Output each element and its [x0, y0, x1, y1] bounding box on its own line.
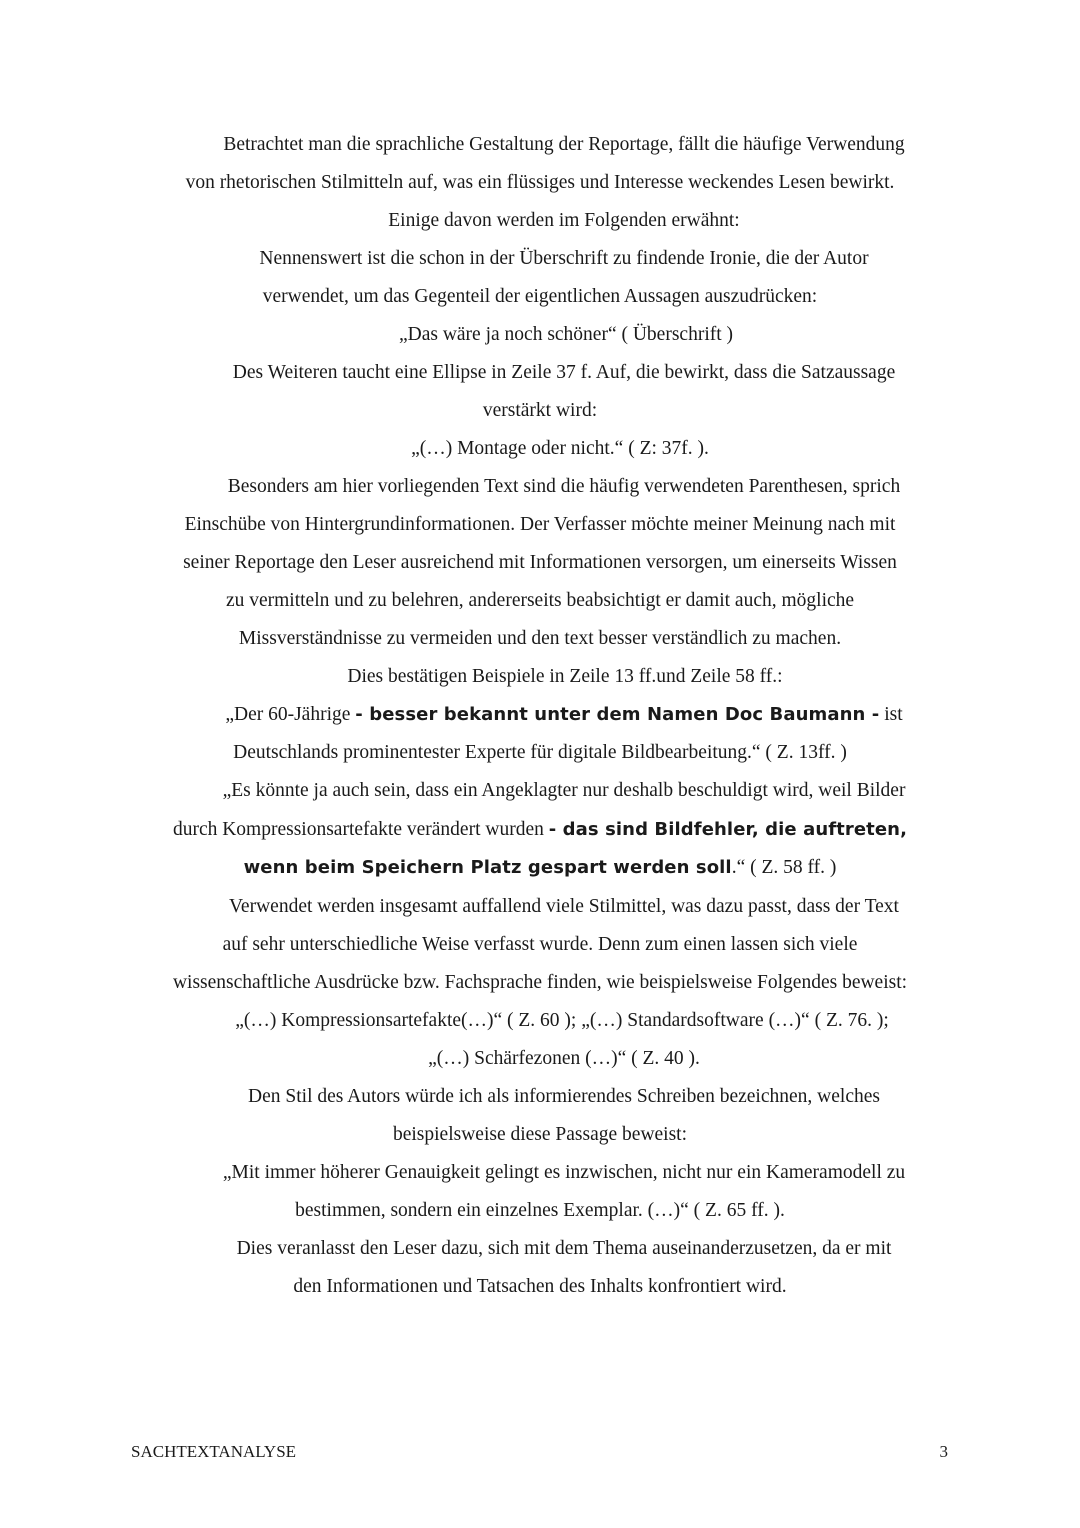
text-line	[0, 550, 1080, 576]
text-line	[24, 894, 1080, 920]
text-span: Dies veranlasst den Leser dazu, sich mit dem Thema auseinanderzusetzen, da er mit	[236, 1238, 892, 1259]
text-span: den Informationen und Tatsachen des Inhalts konfrontiert wird.	[293, 1276, 787, 1297]
text-span: von rhetorischen Stilmitteln auf, was ein flüssiges und Interesse weckendes Lesen bewirkt.	[185, 172, 895, 193]
text-span: bestimmen, sondern ein einzelnes Exemplar. (…)“ ( Z. 65 ff. ).	[295, 1200, 785, 1221]
text-line	[0, 626, 1080, 652]
text-line	[24, 1236, 1080, 1262]
text-line	[0, 170, 1080, 196]
bold-text-span: - das sind Bildfehler, die auftreten,	[548, 819, 908, 840]
text-span: seiner Reportage den Leser ausreichend mit Informationen versorgen, um einerseits Wissen	[183, 552, 897, 573]
text-span: „(…) Schärfezonen (…)“ ( Z. 40 ).	[428, 1048, 700, 1069]
text-line	[24, 1046, 1080, 1072]
text-line	[0, 855, 1080, 881]
text-line	[24, 246, 1080, 272]
text-span: durch Kompressionsartefakte verändert wurden	[172, 819, 549, 840]
text-span: „Es könnte ja auch sein, dass ein Angeklagter nur deshalb beschuldigt wird, weil Bilder	[222, 780, 906, 801]
text-span: Missverständnisse zu vermeiden und den text besser verständlich zu machen.	[238, 628, 842, 649]
text-span: „Der 60-Jährige	[225, 704, 356, 725]
text-line	[0, 932, 1080, 958]
text-span: Deutschlands prominentester Experte für digitale Bildbearbeitung.“ ( Z. 13ff. )	[233, 742, 847, 763]
text-line	[0, 1198, 1080, 1224]
text-line	[22, 1008, 1080, 1034]
page-number: 3	[939, 1442, 948, 1461]
text-span: Des Weiteren taucht eine Ellipse in Zeile 37 f. Auf, die bewirkt, dass die Satzaussage	[232, 362, 896, 383]
text-line	[0, 588, 1080, 614]
text-line	[24, 208, 1080, 234]
footer-title: SACHTEXTANALYSE	[131, 1442, 297, 1461]
text-span: wissenschaftliche Ausdrücke bzw. Fachsprache finden, wie beispielsweise Folgendes beweist:	[172, 972, 908, 993]
text-span: Den Stil des Autors würde ich als informierendes Schreiben bezeichnen, welches	[248, 1086, 880, 1107]
text-span: ist	[879, 704, 903, 725]
text-span: zu vermitteln und zu belehren, andererseits beabsichtigt er damit auch, mögliche	[225, 590, 855, 611]
text-span: „(…) Montage oder nicht.“ ( Z: 37f. ).	[411, 438, 709, 459]
text-span: „Das wäre ja noch schöner“ ( Überschrift )	[398, 324, 734, 345]
text-line	[0, 284, 1080, 310]
text-span: Dies bestätigen Beispiele in Zeile 13 ff.und Zeile 58 ff.:	[347, 666, 783, 687]
text-line	[26, 322, 1080, 348]
text-line	[0, 1274, 1080, 1300]
text-line	[24, 778, 1080, 804]
text-line	[24, 1160, 1080, 1186]
text-span: beispielsweise diese Passage beweist:	[392, 1124, 688, 1145]
text-line	[20, 436, 1080, 462]
text-line	[0, 1122, 1080, 1148]
text-span: Verwendet werden insgesamt auffallend viele Stilmittel, was dazu passt, dass der Text	[229, 896, 899, 917]
text-span: .“ ( Z. 58 ff. )	[731, 857, 837, 878]
text-line	[24, 132, 1080, 158]
text-span: auf sehr unterschiedliche Weise verfasst wurde. Denn zum einen lassen sich viele	[222, 934, 858, 955]
text-span: verwendet, um das Gegenteil der eigentlichen Aussagen auszudrücken:	[262, 286, 818, 307]
text-line	[0, 970, 1080, 996]
text-line	[24, 360, 1080, 386]
text-line	[25, 664, 1080, 690]
text-span: Besonders am hier vorliegenden Text sind die häufig verwendeten Parenthesen, sprich	[227, 476, 901, 497]
text-line	[0, 740, 1080, 766]
text-line	[0, 398, 1080, 424]
text-line	[0, 512, 1080, 538]
text-span: „(…) Kompressionsartefakte(…)“ ( Z. 60 ); „(…) Standardsoftware (…)“ ( Z. 76. );	[235, 1010, 889, 1031]
text-line	[24, 702, 1080, 728]
text-line	[24, 474, 1080, 500]
text-span: verstärkt wird:	[482, 400, 598, 421]
text-span: Nennenswert ist die schon in der Überschrift zu findende Ironie, die der Autor	[259, 248, 869, 269]
text-span: „Mit immer höherer Genauigkeit gelingt es inzwischen, nicht nur ein Kameramodell zu	[222, 1162, 906, 1183]
text-span: Einige davon werden im Folgenden erwähnt:	[388, 210, 740, 231]
text-line	[24, 1084, 1080, 1110]
bold-text-span: - besser bekannt unter dem Namen Doc Baumann -	[355, 704, 880, 725]
text-line	[0, 817, 1080, 843]
text-span: Einschübe von Hintergrundinformationen. Der Verfasser möchte meiner Meinung nach mit	[184, 514, 896, 535]
text-span: Betrachtet man die sprachliche Gestaltung der Reportage, fällt die häufige Verwendung	[223, 134, 905, 155]
bold-text-span: wenn beim Speichern Platz gespart werden soll	[243, 857, 732, 878]
